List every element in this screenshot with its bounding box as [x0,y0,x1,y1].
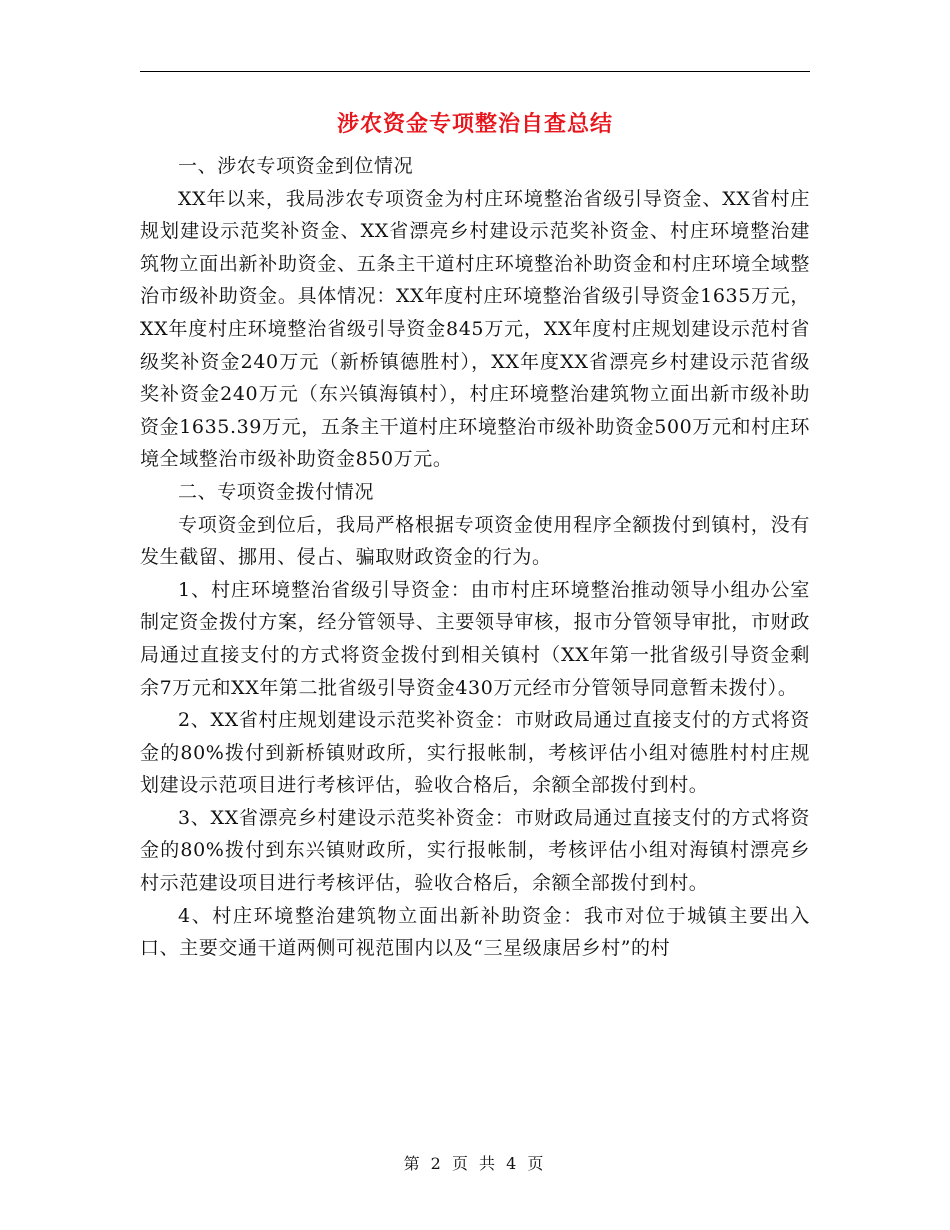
document-title: 涉农资金专项整治自查总结 [336,112,613,137]
paragraph-item-3: 3、XX省漂亮乡村建设示范奖补资金：市财政局通过直接支付的方式将资金的80%拨付到东兴镇财政所，实行报帐制，考核评估小组对海镇村漂亮乡村示范建设项目进行考核评估，验收合格后，余额全部拨付到村。 [140,806,810,895]
paragraph-item-1: 1、村庄环境整治省级引导资金：由市村庄环境整治推动领导小组办公室制定资金拨付方案，经分管领导、主要领导审核，报市分管领导审批，市财政局通过直接支付的方式将资金拨付到相关镇村（XX年第一批省级引导资金剩余7万元和XX年第二批省级引导资金430万元经市分管领导同意暂未拨付）。 [140,578,810,699]
page-number: 第 2 页 共 4 页 [403,1154,547,1173]
paragraph-disbursement-overview: 专项资金到位后，我局严格根据专项资金使用程序全额拨付到镇村，没有发生截留、挪用、侵占、骗取财政资金的行为。 [140,513,810,569]
paragraph-item-2: 2、XX省村庄规划建设示范奖补资金：市财政局通过直接支付的方式将资金的80%拨付到新桥镇财政所，实行报帐制，考核评估小组对德胜村村庄规划建设示范项目进行考核评估，验收合格后，余额全部拨付到村。 [140,709,810,797]
section-heading-1: 一、涉农专项资金到位情况 [178,155,414,177]
document-body [140,150,810,965]
header-rule [140,71,810,72]
section-heading-2: 二、专项资金拨付情况 [178,480,375,503]
paragraph-funding-arrival: XX年以来，我局涉农专项资金为村庄环境整治省级引导资金、XX省村庄规划建设示范奖补资金、XX省漂亮乡村建设示范奖补资金、村庄环境整治建筑物立面出新补助资金、五条主干道村庄环境整治补助资金和村庄环境全域整治市级补助资金。具体情况：XX年度村庄环境整治省级引导资金1635万元，XX年度村庄环境整治省级引导资金845万元，XX年度村庄规划建设示范村省级奖补资金240万元（新桥镇德胜村），XX年度XX省漂亮乡村建设示范省级奖补资金240万元（东兴镇海镇村），村庄环境整治建筑物立面出新市级补助资金1635.39万元，五条主干道村庄环境整治市级补助资金500万元和村庄环境全域整治市级补助资金850万元。 [140,187,810,471]
paragraph-item-4: 4、村庄环境整治建筑物立面出新补助资金：我市对位于城镇主要出入口、主要交通干道两侧可视范围内以及“三星级康居乡村”的村 [140,904,810,960]
